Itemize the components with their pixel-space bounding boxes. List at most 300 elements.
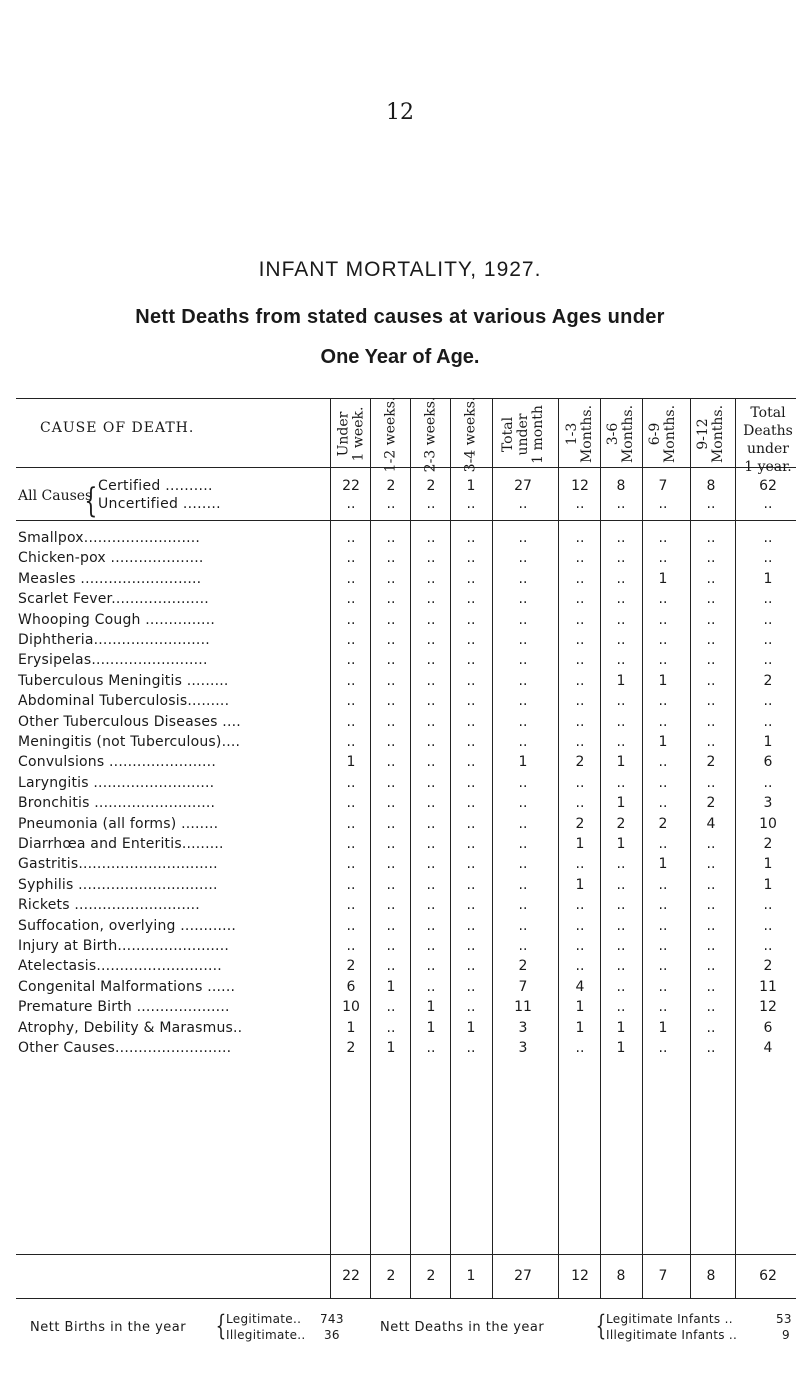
table-row-cell: .. [346,836,356,852]
table-row-cell: 4 [575,979,585,995]
table-row-cell: .. [658,938,668,954]
table-row-cell: .. [518,591,528,607]
table-row-cell: .. [466,795,476,811]
table-row-cell: .. [466,999,476,1015]
certified-label: Certified .......... [98,478,213,494]
table-row-cell: .. [466,877,476,893]
column-divider [735,398,736,1298]
table-row-cell: .. [658,754,668,770]
table-row-cell: .. [575,571,585,587]
table-row-cell: .. [706,632,716,648]
table-row-cell: .. [518,816,528,832]
births-illegitimate-value: 36 [324,1328,340,1342]
table-row-cell: .. [575,612,585,628]
table-row-cell: 1 [466,1020,476,1036]
table-row-cell: .. [386,754,396,770]
table-row-cell: .. [466,918,476,934]
table-row-cell: 3 [763,795,773,811]
table-row-cell: .. [616,877,626,893]
uncertified-cell: .. [518,496,528,512]
table-row-cell: 1 [616,795,626,811]
table-row-cell: .. [706,693,716,709]
certified-cell: 27 [514,478,532,494]
table-row-cell: .. [518,877,528,893]
cause-label: Congenital Malformations ...... [18,979,236,995]
table-row-cell: .. [616,897,626,913]
table-row-cell: .. [386,856,396,872]
table-row-cell: .. [386,530,396,546]
table-row-cell: .. [466,632,476,648]
table-row-cell: .. [706,775,716,791]
table-row-cell: .. [518,550,528,566]
header-total-under-1-month: Total under 1 month [499,404,546,464]
table-row-cell: .. [518,856,528,872]
table-row-cell: .. [346,816,356,832]
column-divider [558,398,559,1298]
table-row-cell: .. [346,530,356,546]
table-row-cell: .. [616,999,626,1015]
table-row-cell: .. [706,530,716,546]
deaths-legitimate-label: Legitimate Infants .. [606,1312,733,1326]
table-row-cell: .. [386,693,396,709]
cause-label: Measles .......................... [18,571,202,587]
table-row-cell: .. [518,571,528,587]
cause-label: Tuberculous Meningitis ......... [18,673,229,689]
table-row-cell: .. [466,734,476,750]
table-row-cell: 4 [763,1040,773,1056]
table-row-cell: .. [706,1040,716,1056]
certified-cell: 22 [342,478,360,494]
table-row-cell: 10 [342,999,360,1015]
table-row-cell: .. [763,693,773,709]
page-title: INFANT MORTALITY, 1927. [258,258,542,281]
table-row-cell: .. [706,938,716,954]
table-row-cell: .. [386,612,396,628]
table-row-cell: .. [386,550,396,566]
table-row-cell: .. [658,714,668,730]
table-row-cell: .. [346,693,356,709]
table-row-cell: .. [658,612,668,628]
certified-cell: 62 [759,478,777,494]
table-row-cell: 2 [518,958,528,974]
table-row-cell: .. [426,652,436,668]
table-row-cell: .. [706,1020,716,1036]
table-row-cell: .. [346,632,356,648]
cause-label: Syphilis .............................. [18,877,218,893]
table-row-cell: 2 [763,673,773,689]
table-row-cell: .. [466,775,476,791]
table-row-cell: .. [706,673,716,689]
table-row-cell: 1 [575,836,585,852]
table-row-cell: .. [466,979,476,995]
table-row-cell: .. [518,714,528,730]
table-row-cell: .. [466,571,476,587]
table-row-cell: .. [386,816,396,832]
table-row-cell: .. [426,836,436,852]
header-under-1-week: Under 1 week. [335,406,367,462]
table-row-cell: .. [346,856,356,872]
table-row-cell: .. [575,795,585,811]
table-row-cell: .. [616,652,626,668]
table-row-cell: .. [616,938,626,954]
table-row-cell: 10 [759,816,777,832]
table-row-cell: .. [426,918,436,934]
table-row-cell: .. [346,673,356,689]
uncertified-cell: .. [346,496,356,512]
table-row-cell: 6 [763,1020,773,1036]
table-row-cell: .. [616,958,626,974]
table-row-cell: .. [426,795,436,811]
births-legitimate-value: 743 [320,1312,344,1326]
cause-label: Other Causes......................... [18,1040,232,1056]
table-row-cell: .. [706,571,716,587]
table-row-cell: 2 [616,816,626,832]
table-bottom-rule [16,1298,796,1299]
table-row-cell: .. [658,1040,668,1056]
table-row-cell: .. [658,958,668,974]
header-9-12-months: 9-12 Months. [695,404,726,464]
cause-label: Pneumonia (all forms) ........ [18,816,219,832]
table-row-cell: .. [346,897,356,913]
table-row-cell: .. [346,918,356,934]
cause-label: Smallpox......................... [18,530,201,546]
cause-label: Atrophy, Debility & Marasmus.. [18,1020,243,1036]
table-row-cell: .. [426,979,436,995]
table-row-cell: 1 [575,1020,585,1036]
table-row-cell: 1 [658,734,668,750]
table-row-cell: .. [616,979,626,995]
table-row-cell: 1 [575,999,585,1015]
table-row-cell: .. [658,693,668,709]
table-subtitle: Nett Deaths from stated causes at various Ages under [135,306,665,328]
table-row-cell: .. [706,979,716,995]
cause-label: Rickets ........................... [18,897,200,913]
table-row-cell: .. [575,1040,585,1056]
totals-row-cell: 62 [759,1268,777,1284]
table-row-cell: .. [426,938,436,954]
table-row-cell: .. [763,918,773,934]
table-row-cell: .. [466,1040,476,1056]
cause-label: Laryngitis .......................... [18,775,215,791]
table-row-cell: 1 [763,877,773,893]
uncertified-cell: .. [763,496,773,512]
table-row-cell: .. [658,530,668,546]
table-row-cell: .. [706,918,716,934]
table-row-cell: .. [575,775,585,791]
all-causes-bottom-rule [16,520,796,521]
table-row-cell: .. [386,897,396,913]
table-row-cell: .. [426,754,436,770]
table-row-cell: .. [706,836,716,852]
table-row-cell: 1 [426,999,436,1015]
table-row-cell: .. [763,591,773,607]
table-row-cell: .. [706,897,716,913]
table-row-cell: 6 [763,754,773,770]
table-row-cell: .. [386,836,396,852]
table-row-cell: 1 [763,734,773,750]
table-row-cell: .. [386,734,396,750]
table-row-cell: .. [426,591,436,607]
table-row-cell: .. [346,734,356,750]
table-row-cell: .. [466,938,476,954]
table-row-cell: .. [575,530,585,546]
brace-glyph: { [84,481,98,521]
table-row-cell: 3 [518,1020,528,1036]
table-row-cell: .. [616,550,626,566]
brace-glyph: { [595,1309,607,1342]
table-row-cell: .. [763,530,773,546]
nett-deaths-label: Nett Deaths in the year [380,1320,545,1335]
table-row-cell: .. [763,775,773,791]
births-legitimate-label: Legitimate.. [226,1312,302,1326]
column-divider [330,398,331,1298]
column-divider [690,398,691,1298]
header-3-6-months: 3-6 Months. [605,404,636,464]
header-cause: CAUSE OF DEATH. [40,420,195,436]
table-row-cell: .. [575,938,585,954]
table-row-cell: .. [575,591,585,607]
table-row-cell: .. [616,632,626,648]
table-row-cell: .. [426,775,436,791]
table-row-cell: 12 [759,999,777,1015]
uncertified-cell: .. [575,496,585,512]
table-row-cell: .. [386,714,396,730]
table-row-cell: 1 [616,836,626,852]
column-divider [370,398,371,1298]
table-row-cell: 11 [759,979,777,995]
table-row-cell: .. [575,897,585,913]
table-row-cell: .. [658,897,668,913]
table-row-cell: .. [518,775,528,791]
certified-cell: 2 [386,478,396,494]
table-row-cell: .. [426,877,436,893]
table-row-cell: .. [466,693,476,709]
table-row-cell: .. [658,632,668,648]
table-row-cell: .. [346,938,356,954]
table-row-cell: .. [518,938,528,954]
table-row-cell: 1 [518,754,528,770]
cause-label: Scarlet Fever..................... [18,591,209,607]
totals-row-cell: 2 [386,1268,396,1284]
table-row-cell: .. [658,775,668,791]
column-divider [642,398,643,1298]
table-row-cell: .. [763,714,773,730]
table-row-cell: .. [426,693,436,709]
uncertified-label: Uncertified ........ [98,496,221,512]
table-row-cell: 2 [763,958,773,974]
certified-cell: 8 [616,478,626,494]
header-total-under-1-year: Total Deaths under 1 year. [743,405,793,475]
table-row-cell: .. [763,897,773,913]
table-row-cell: 1 [426,1020,436,1036]
totals-top-rule [16,1254,796,1255]
all-causes-label: All Causes [18,488,93,504]
table-row-cell: .. [616,530,626,546]
cause-label: Suffocation, overlying ............ [18,918,237,934]
table-row-cell: 1 [763,571,773,587]
table-row-cell: 1 [658,856,668,872]
cause-label: Diphtheria......................... [18,632,210,648]
totals-row-cell: 7 [658,1268,668,1284]
table-row-cell: .. [466,612,476,628]
table-row-cell: .. [658,999,668,1015]
table-row-cell: 2 [575,754,585,770]
table-row-cell: .. [575,734,585,750]
totals-row-cell: 22 [342,1268,360,1284]
table-row-cell: 1 [616,1040,626,1056]
table-row-cell: .. [706,612,716,628]
table-row-cell: .. [706,652,716,668]
table-row-cell: .. [575,958,585,974]
certified-cell: 7 [658,478,668,494]
certified-cell: 8 [706,478,716,494]
table-row-cell: .. [518,530,528,546]
table-row-cell: .. [616,591,626,607]
cause-label: Convulsions ....................... [18,754,216,770]
uncertified-cell: .. [706,496,716,512]
table-row-cell: .. [575,652,585,668]
cause-label: Erysipelas......................... [18,652,208,668]
table-row-cell: .. [466,530,476,546]
table-row-cell: .. [466,652,476,668]
table-row-cell: .. [575,673,585,689]
table-row-cell: .. [386,591,396,607]
table-row-cell: 2 [346,958,356,974]
header-1-3-months: 1-3 Months. [564,404,595,464]
table-row-cell: 1 [658,673,668,689]
table-row-cell: 1 [616,754,626,770]
table-row-cell: .. [346,591,356,607]
table-row-cell: .. [426,530,436,546]
table-row-cell: .. [616,714,626,730]
certified-cell: 1 [466,478,476,494]
table-row-cell: 1 [616,673,626,689]
header-3-4-weeks: 3-4 weeks. [462,396,479,472]
table-row-cell: .. [518,612,528,628]
table-row-cell: .. [706,877,716,893]
table-row-cell: 1 [658,571,668,587]
table-row-cell: 2 [575,816,585,832]
page-number: 12 [386,100,414,125]
table-row-cell: .. [575,632,585,648]
table-row-cell: .. [518,918,528,934]
table-row-cell: .. [346,877,356,893]
table-row-cell: .. [386,877,396,893]
column-divider [450,398,451,1298]
totals-row-cell: 8 [616,1268,626,1284]
table-row-cell: .. [426,734,436,750]
table-row-cell: 1 [386,979,396,995]
table-row-cell: 7 [518,979,528,995]
table-row-cell: .. [658,652,668,668]
table-row-cell: .. [706,999,716,1015]
table-row-cell: .. [426,612,436,628]
table-row-cell: .. [518,632,528,648]
table-row-cell: .. [346,775,356,791]
table-row-cell: .. [466,856,476,872]
table-row-cell: .. [706,958,716,974]
births-illegitimate-label: Illegitimate.. [226,1328,306,1342]
table-row-cell: .. [575,918,585,934]
table-row-cell: .. [386,673,396,689]
table-row-cell: .. [346,795,356,811]
table-row-cell: .. [426,958,436,974]
table-row-cell: 1 [346,1020,356,1036]
nett-births-label: Nett Births in the year [30,1320,187,1335]
table-row-cell: .. [658,550,668,566]
table-row-cell: .. [426,1040,436,1056]
table-row-cell: .. [616,693,626,709]
totals-row-cell: 2 [426,1268,436,1284]
table-row-cell: .. [426,550,436,566]
table-row-cell: 4 [706,816,716,832]
table-row-cell: .. [386,571,396,587]
table-row-cell: .. [386,999,396,1015]
uncertified-cell: .. [466,496,476,512]
header-2-3-weeks: 2-3 weeks. [422,396,439,472]
table-row-cell: .. [466,591,476,607]
table-row-cell: .. [346,652,356,668]
table-row-cell: .. [616,571,626,587]
table-row-cell: 1 [616,1020,626,1036]
table-row-cell: 11 [514,999,532,1015]
cause-label: Bronchitis .......................... [18,795,216,811]
table-row-cell: .. [575,856,585,872]
table-row-cell: .. [518,652,528,668]
table-row-cell: .. [346,571,356,587]
table-row-cell: .. [575,714,585,730]
table-row-cell: .. [658,836,668,852]
uncertified-cell: .. [616,496,626,512]
table-row-cell: .. [616,612,626,628]
table-row-cell: .. [763,550,773,566]
cause-label: Gastritis.............................. [18,856,218,872]
table-row-cell: .. [466,958,476,974]
table-row-cell: .. [575,693,585,709]
table-row-cell: .. [386,652,396,668]
table-row-cell: .. [386,795,396,811]
table-row-cell: .. [386,918,396,934]
column-divider [410,398,411,1298]
table-row-cell: .. [763,938,773,954]
table-row-cell: .. [466,714,476,730]
header-1-2-weeks: 1-2 weeks. [382,396,399,472]
table-row-cell: .. [466,836,476,852]
table-row-cell: .. [763,652,773,668]
table-row-cell: .. [386,938,396,954]
table-row-cell: .. [706,591,716,607]
table-row-cell: .. [346,550,356,566]
table-row-cell: .. [426,571,436,587]
table-row-cell: .. [518,795,528,811]
table-row-cell: .. [386,1020,396,1036]
cause-label: Abdominal Tuberculosis......... [18,693,230,709]
table-row-cell: .. [658,877,668,893]
table-row-cell: 2 [706,754,716,770]
table-row-cell: .. [518,897,528,913]
table-row-cell: .. [763,632,773,648]
deaths-illegitimate-label: Illegitimate Infants .. [606,1328,738,1342]
table-row-cell: .. [518,673,528,689]
table-row-cell: .. [616,918,626,934]
certified-cell: 2 [426,478,436,494]
column-divider [600,398,601,1298]
table-row-cell: .. [426,714,436,730]
table-row-cell: .. [575,550,585,566]
table-row-cell: .. [658,591,668,607]
cause-label: Chicken-pox .................... [18,550,204,566]
table-row-cell: .. [386,775,396,791]
